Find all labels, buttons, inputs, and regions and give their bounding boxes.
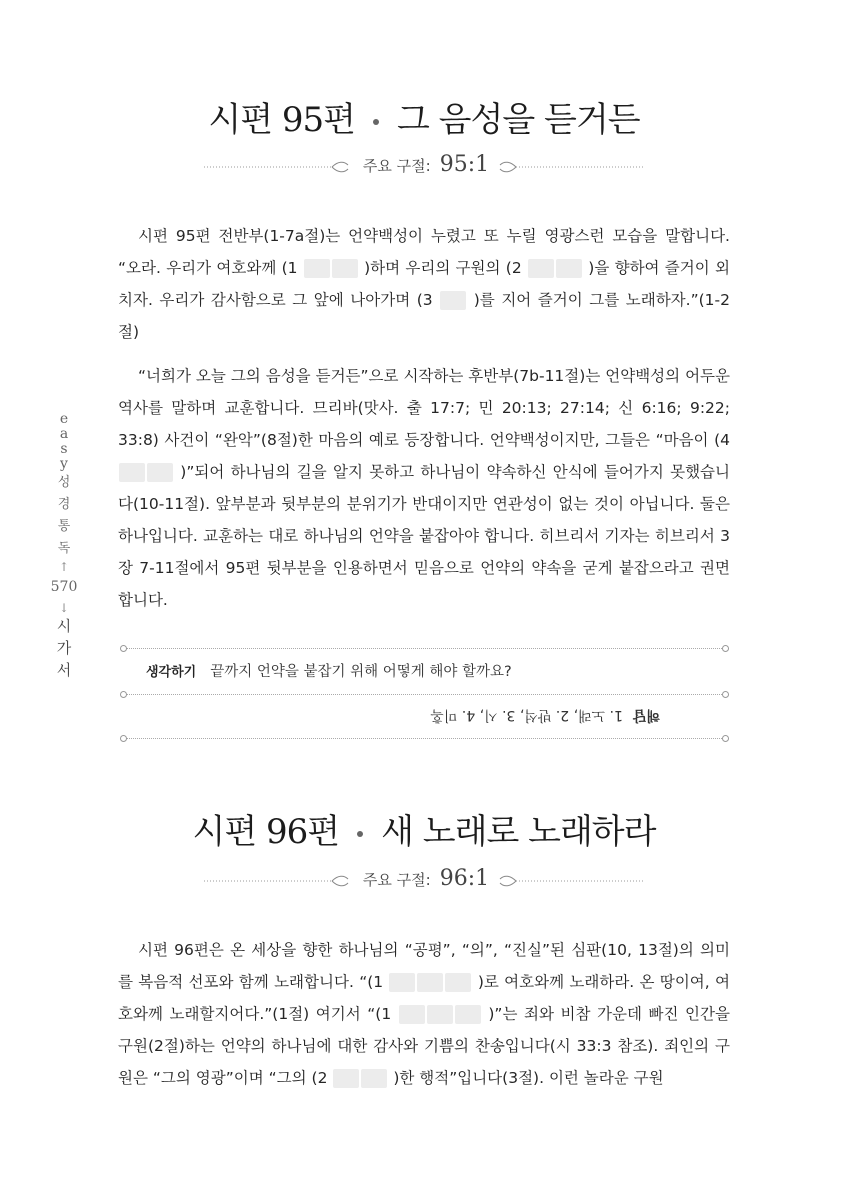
sidebar-book-letter: 가 — [56, 639, 72, 657]
title-main: 시편 96편 — [192, 812, 340, 852]
key-verse-96 — [0, 866, 848, 891]
blank-box — [399, 1005, 425, 1024]
blank-box — [361, 1069, 387, 1088]
sidebar — [50, 412, 78, 681]
ornament-left-icon — [204, 874, 354, 888]
arrow-down-icon: ↓ — [58, 601, 70, 615]
divider-endpoint — [120, 645, 127, 652]
divider-middle — [126, 694, 724, 695]
sidebar-letter: a — [59, 426, 69, 442]
paragraph-2 — [118, 360, 730, 616]
title-separator-dot — [357, 831, 363, 837]
sidebar-letter: e — [59, 411, 69, 427]
divider-bottom — [126, 738, 724, 739]
answer-label: 해답 — [632, 707, 660, 723]
section-title-96 — [0, 804, 848, 853]
sidebar-letter: 성 — [57, 475, 71, 490]
blank-box — [389, 973, 415, 992]
section-title-95 — [0, 92, 848, 141]
sidebar-letter: 경 — [57, 497, 71, 512]
sidebar-letter: s — [60, 441, 68, 457]
p3-text-b: )로 여호와께 노래하라. 온 땅이여, 여호와께 노래할지어다.”(1절) 여기서 “(1 — [118, 973, 730, 1023]
p1-text-d: )를 지어 즐거이 그를 노래하자.”(1-2절) — [118, 291, 730, 341]
think-box — [146, 660, 512, 681]
sidebar-letter: y — [60, 456, 68, 472]
p2-text-a: “너희가 오늘 그의 음성을 듣거든”으로 시작하는 후반부(7b-11절)는 언약백성의 어두운 역사를 말하며 교훈합니다. 므리바(맛사. 출 17:7; 민 20:13; 27:14; 신 6:16; 9:22; 33:8) 사건이 “완악”(8절)한 마음의 예로 등장합니다. 언약백성이지만, 그들은 “마음이 (4 — [118, 367, 730, 449]
title-sub: 그 음성을 듣거든 — [397, 100, 640, 140]
divider-top — [126, 648, 724, 649]
blank-box — [528, 259, 554, 278]
divider-endpoint — [722, 735, 729, 742]
divider-endpoint — [722, 691, 729, 698]
answer-text: 1. 노래, 2. 반석, 3. 시, 4. 미혹 — [430, 707, 623, 723]
title-separator-dot — [373, 119, 379, 125]
blank-box — [332, 259, 358, 278]
paragraph-1 — [118, 220, 730, 348]
p1-text-a: 시편 95편 전반부(1-7a절)는 언약백성이 누렸고 또 누릴 영광스런 모습을 말합니다. “오라. 우리가 여호와께 (1 — [118, 227, 730, 277]
paragraph-3 — [118, 934, 730, 1094]
blank-box — [147, 463, 173, 482]
blank-box — [427, 1005, 453, 1024]
key-verse-ref: 96:1 — [439, 866, 490, 891]
blank-box — [417, 973, 443, 992]
ornament-right-icon — [494, 874, 644, 888]
blank-box — [119, 463, 145, 482]
blank-box — [440, 291, 466, 310]
arrow-up-icon: ↑ — [58, 560, 70, 574]
blank-box — [304, 259, 330, 278]
divider-endpoint — [120, 735, 127, 742]
sidebar-book-letter: 시 — [56, 617, 72, 635]
blank-box — [333, 1069, 359, 1088]
p1-text-b: )하며 우리의 구원의 (2 — [364, 259, 522, 277]
think-label: 생각하기 — [146, 665, 197, 680]
key-verse-label: 주요 구절: — [362, 157, 431, 175]
blank-box — [445, 973, 471, 992]
sidebar-letter: 통 — [57, 519, 71, 534]
p1-text-c: )을 향하여 즐거이 외치자. 우리가 감사함으로 그 앞에 나아가며 (3 — [118, 259, 730, 309]
ornament-right-icon — [494, 160, 644, 174]
divider-endpoint — [120, 691, 127, 698]
sidebar-letter: 독 — [57, 541, 71, 556]
key-verse-ref: 95:1 — [439, 152, 490, 177]
divider-endpoint — [722, 645, 729, 652]
p3-text-d: )한 행적”입니다(3절). 이런 놀라운 구원 — [393, 1069, 664, 1087]
sidebar-book-letter: 서 — [56, 661, 72, 679]
key-verse-label: 주요 구절: — [362, 871, 431, 889]
p3-text-c: )”는 죄와 비참 가운데 빠진 인간을 구원(2절)하는 언약의 하나님에 대한 감사와 기쁨의 찬송입니다(시 33:3 참조). 죄인의 구원은 “그의 영광”이며 “그의 (2 — [118, 1005, 730, 1087]
p3-text-a: 시편 96편은 온 세상을 향한 하나님의 “공평”, “의”, “진실”된 심판(10, 13절)의 의미를 복음적 선포와 함께 노래합니다. “(1 — [118, 941, 730, 991]
think-question: 끝까지 언약을 붙잡기 위해 어떻게 해야 할까요? — [210, 664, 512, 680]
answer-upside-down — [420, 706, 660, 726]
blank-box — [455, 1005, 481, 1024]
page-number: 570 — [50, 579, 78, 595]
key-verse-95 — [0, 152, 848, 177]
title-main: 시편 95편 — [208, 100, 356, 140]
blank-box — [556, 259, 582, 278]
p2-text-b: )”되어 하나님의 길을 알지 못하고 하나님이 약속하신 안식에 들어가지 못했습니다(10-11절). 앞부분과 뒷부분의 분위기가 반대이지만 연관성이 없는 것이 아닙니다. 둘은 하나입니다. 교훈하는 대로 하나님의 언약을 붙잡아야 합니다. 히브리서 기자는 히브리서 3장 7-11절에서 95편 뒷부분을 인용하면서 믿음으로 언약의 약속을 굳게 붙잡으라고 권면합니다. — [118, 463, 730, 609]
title-sub: 새 노래로 노래하라 — [381, 812, 656, 852]
ornament-left-icon — [204, 160, 354, 174]
